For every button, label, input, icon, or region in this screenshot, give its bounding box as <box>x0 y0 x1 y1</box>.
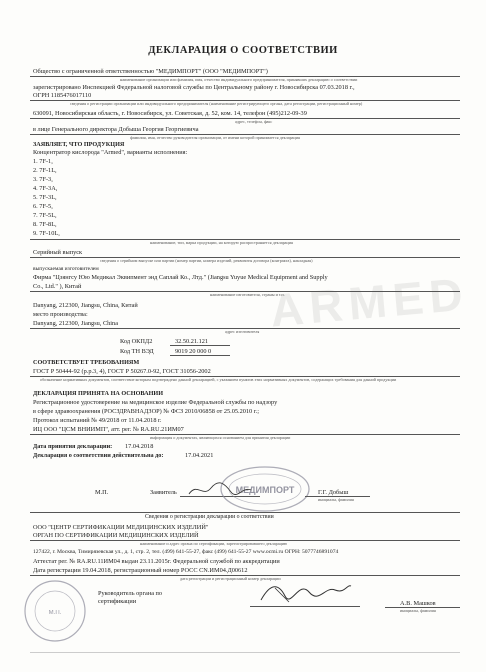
registration-head-label-1: Руководитель органа по <box>98 590 163 597</box>
applicant-mp: М.П. <box>95 489 109 496</box>
registration-number: Дата регистрации 19.04.2018, регистрационный номер РОСС CN.ИМ04.Д00612 <box>33 567 248 574</box>
variant-item: 4. 7F-3A, <box>33 185 58 192</box>
applicant-line-2: зарегистрировано Инспекцией Федеральной налоговой службы по Центральному району г. Новосибирска 07.03.2018 г., <box>33 84 355 91</box>
okpd2-label: Код ОКПД2 <box>120 338 153 345</box>
serial-release: Серийный выпуск <box>33 249 83 256</box>
basis-line-3: Протокол испытаний № 49/2018 от 11.04.2018 г. <box>33 417 162 424</box>
variant-item: 2. 7F-1L, <box>33 167 57 174</box>
applicant-signer-name: Г.Г. Добыш <box>318 489 349 496</box>
document-title: ДЕКЛАРАЦИЯ О СООТВЕТСТВИИ <box>148 45 338 56</box>
variant-item: 6. 7F-5, <box>33 203 53 210</box>
applicant-line-4: 630091, Новосибирская область, г. Новосибирск, ул. Советская, д. 52, ком. 14, телефон (495)212-09-39 <box>33 110 307 117</box>
accepted-date-label: Дата принятия декларации: <box>33 443 113 450</box>
applicant-signature <box>185 478 255 505</box>
requirements-text: ГОСТ Р 50444-92 (р.р.3, 4), ГОСТ Р 50267.0-92, ГОСТ 31056-2002 <box>33 368 211 375</box>
applicant-line-3: ОГРН 1185476017110 <box>33 92 92 99</box>
basis-header: ДЕКЛАРАЦИЯ ПРИНЯТА НА ОСНОВАНИИ <box>33 390 164 397</box>
variant-item: 9. 7F-10L, <box>33 230 60 237</box>
registration-address: 127422, г. Москва, Тимирязевская ул., д. 1, стр. 2, тел. (499) 641-55-27, факс (499) 641-55-27 www.ocmi.ru ОГРН: 5077746891074 <box>33 549 339 555</box>
tn-ved-value: 9019 20 000 0 <box>175 348 212 355</box>
product-header: ЗАЯВЛЯЕТ, ЧТО ПРОДУКЦИЯ <box>33 141 125 148</box>
basis-line-4: ИЦ ООО "ЦСМ ВНИИМП", атт. рег. № RA.RU.21ИМ07 <box>33 426 184 433</box>
maker-caption-2: наименование изготовителя, страны и т.п. <box>210 292 285 297</box>
basis-line-2: в сфере здравоохранения (РОСЗДРАВНАДЗОР) № ФСЗ 2010/06858 от 25.05.2010 г.; <box>33 408 259 415</box>
certification-stamp-text: М.П. <box>48 610 62 616</box>
watermark: ARMED <box>268 267 471 337</box>
variant-item: 1. 7F-1, <box>33 158 53 165</box>
registration-header: Сведения о регистрации декларации о соответствии <box>145 514 274 520</box>
registration-org-caption: наименование и адрес органа по сертификации, зарегистрировавшего декларацию <box>140 541 288 546</box>
maker-caption: выпускаемая изготовителем <box>33 266 99 272</box>
registration-org-1: ООО "ЦЕНТР СЕРТИФИКАЦИИ МЕДИЦИНСКИХ ИЗДЕЛИЙ" <box>33 524 209 531</box>
applicant-caption-5: фамилия, имя, отчество руководителя организации, от имени которой принимается декларация <box>130 135 300 140</box>
accepted-date-value: 17.04.2018 <box>125 443 154 450</box>
production-place-label: место производства: <box>33 311 88 318</box>
product-caption-1: наименование, тип, марка продукции, на которую распространяется декларация <box>150 240 293 245</box>
company-stamp-text: МЕДИМПОРТ <box>235 485 295 495</box>
applicant-signer-label: Заявитель <box>150 489 177 496</box>
registration-head-name: А.В. Машков <box>400 600 436 607</box>
applicant-caption-3: сведения о регистрации организации или индивидуального предпринимателя (наименование регистрирующего органа, дата регистрации, регистрационный номер) <box>70 101 363 106</box>
maker-address: Danyang, 212300, Jiangsu, China, Китай <box>33 302 138 309</box>
registration-head-caption: инициалы, фамилия <box>400 608 436 613</box>
registration-accreditation: Аттестат рег. № RA.RU.11ИМ04 выдан 23.11.2015г. Федеральной службой по аккредитации <box>33 558 280 565</box>
registration-org-2: ОРГАН ПО СЕРТИФИКАЦИИ МЕДИЦИНСКИХ ИЗДЕЛИЙ <box>33 532 199 539</box>
basis-caption: информация о документах, являющихся основанием для принятия декларации <box>150 435 291 440</box>
maker-line-1: Фирма "Цзянгсу Юю Медикал Эквипмент энд Саплай Ко., Лтд." (Jiangsu Yuyue Medical Equipment and Supply <box>33 274 328 281</box>
applicant-line-1: Общество с ограниченной ответственностью "МЕДИМПОРТ" (ООО "МЕДИМПОРТ") <box>33 68 268 75</box>
production-address: Danyang, 212300, Jiangsu, China <box>33 320 118 327</box>
applicant-line-5: в лице Генерального директора Добыша Георгия Георгиевича <box>33 126 199 133</box>
address-caption: адрес изготовителя <box>225 329 260 334</box>
requirements-caption: обозначение нормативных документов, соответствие которым подтверждено данной декларацией, с указанием пунктов этих нормативных документов, содержащих требования для данной продукции <box>40 377 397 382</box>
maker-line-2: Co., Ltd." ), Китай <box>33 283 82 290</box>
valid-until-value: 17.04.2021 <box>185 452 214 459</box>
product-name: Концентратор кислорода "Armed", варианты исполнения: <box>33 149 188 156</box>
variant-item: 3. 7F-3, <box>33 176 53 183</box>
applicant-caption-1: наименование организации или фамилия, имя, отчество индивидуального предпринимателя, принявших декларацию о соответствии <box>120 77 358 82</box>
okpd2-value: 32.50.21.121 <box>175 338 209 345</box>
variant-item: 8. 7F-8L, <box>33 221 57 228</box>
applicant-caption-4: адрес, телефон, факс <box>235 119 273 124</box>
valid-until-label: Декларация о соответствии действительна до: <box>33 452 164 459</box>
variant-item: 7. 7F-5L, <box>33 212 57 219</box>
applicant-name-caption: инициалы, фамилия <box>318 497 354 502</box>
registration-caption: дата регистрации и регистрационный номер декларации <box>180 576 281 581</box>
tn-ved-label: Код ТН ВЭД <box>120 348 154 355</box>
product-caption-2: сведения о серийном выпуске или партии (номер партии, номера изделий, реквизиты договора (контракта), накладная) <box>100 258 313 263</box>
variant-item: 5. 7F-3L, <box>33 194 57 201</box>
certification-stamp <box>22 578 88 649</box>
requirements-header: СООТВЕТСТВУЕТ ТРЕБОВАНИЯМ <box>33 359 140 366</box>
registration-head-label-2: сертификации <box>98 598 137 605</box>
basis-line-1: Регистрационное удостоверение на медицинское изделие Федеральной службы по надзору <box>33 399 278 406</box>
